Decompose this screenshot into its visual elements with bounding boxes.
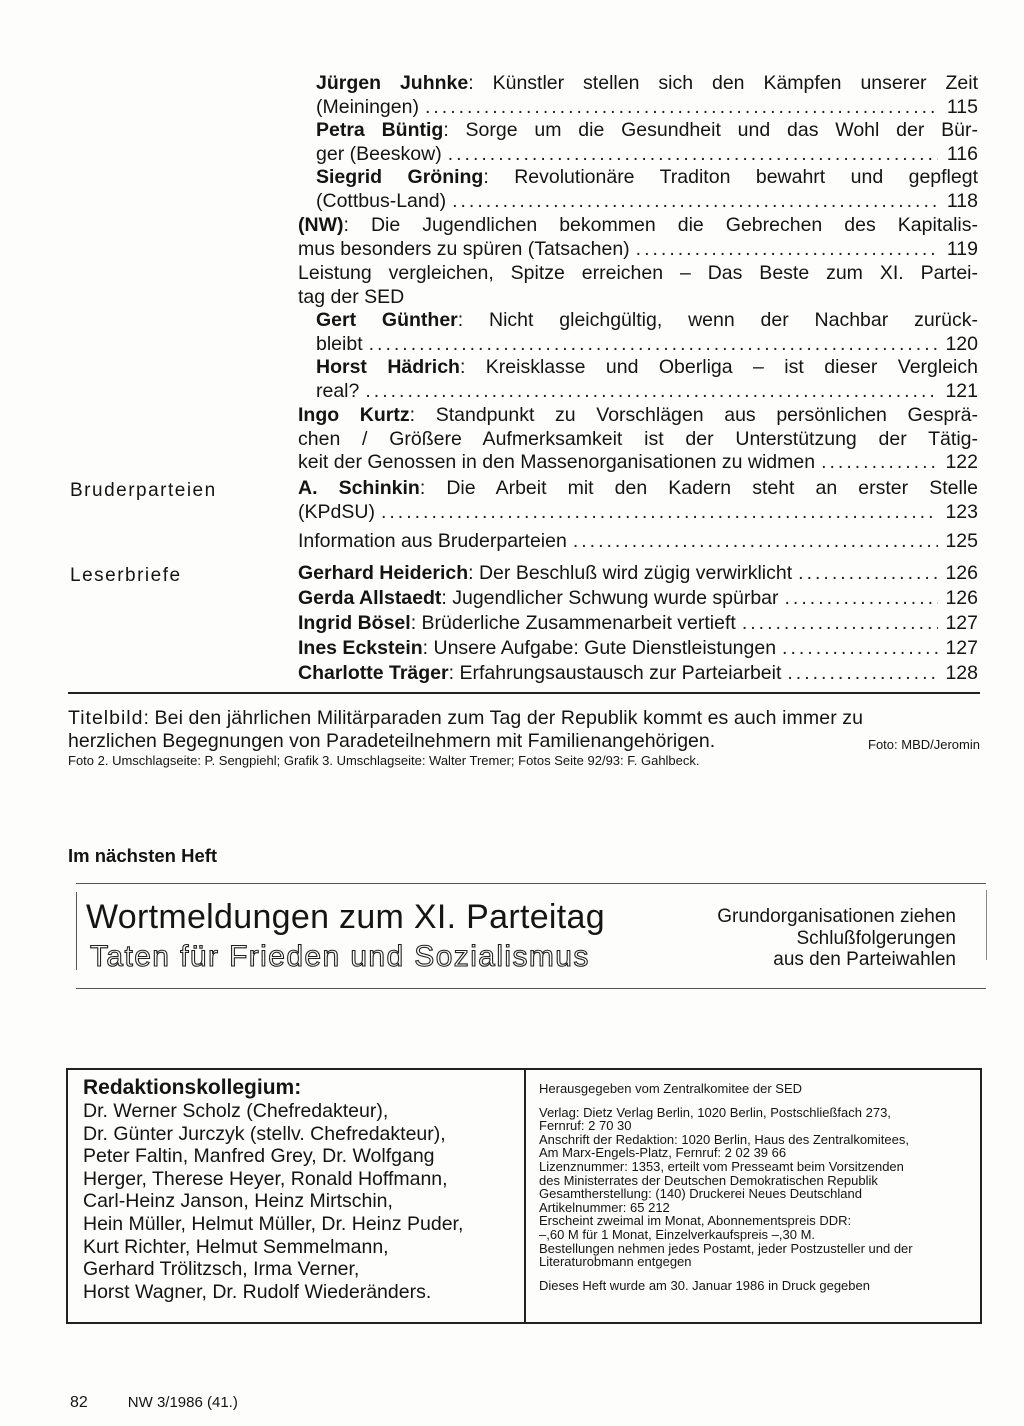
toc-author: Jürgen Juhnke bbox=[316, 72, 469, 94]
toc-title: : Revolutionäre Traditon bewahrt und gepflegt bbox=[483, 166, 978, 188]
toc-author: Ingo Kurtz bbox=[298, 404, 410, 426]
toc-entry bbox=[316, 309, 978, 356]
toc-page-number: 118 bbox=[946, 189, 978, 212]
toc-title: : Künstler stellen sich den Kämpfen unserer Zeit bbox=[468, 72, 978, 94]
next-issue-topic-line: Grundorganisationen ziehen bbox=[717, 906, 956, 927]
toc-page-number: 122 bbox=[945, 451, 978, 473]
photo-credit: Foto: MBD/Jeromin bbox=[868, 737, 980, 752]
toc-title: : Unsere Aufgabe: Gute Dienstleistungen bbox=[422, 637, 777, 659]
toc-page-number: 125 bbox=[945, 530, 978, 552]
toc-author: Gert Günther bbox=[316, 309, 458, 331]
publisher-line: Herausgegeben vom Zentralkomitee der SED bbox=[539, 1081, 803, 1096]
toc-title: : Die Arbeit mit den Kadern steht an erster Stelle bbox=[419, 477, 978, 499]
editorial-board-line: Gerhard Trölitzsch, Irma Verner, bbox=[83, 1258, 360, 1281]
toc-entry bbox=[316, 166, 978, 213]
toc-title-end: (Meiningen) bbox=[316, 95, 419, 118]
photo-credits-line: Foto 2. Umschlagseite: P. Sengpiehl; Grafik 3. Umschlagseite: Walter Tremer; Fotos Seite 92/93: F. Gahlbeck. bbox=[68, 753, 700, 768]
toc-title: Information aus Bruderparteien bbox=[298, 530, 567, 552]
toc-page-number: 126 bbox=[945, 562, 978, 584]
toc-author: Horst Hädrich bbox=[316, 356, 460, 378]
next-issue-topic-line: aus den Parteiwahlen bbox=[773, 949, 956, 970]
toc-entry bbox=[316, 119, 978, 166]
issue-label: NW 3/1986 (41.) bbox=[127, 1394, 238, 1411]
toc-title: : Sorge um die Gesundheit und das Wohl der Bür- bbox=[443, 119, 978, 141]
toc-author: Petra Büntig bbox=[316, 119, 444, 141]
cover-caption bbox=[68, 707, 980, 753]
toc-page-number: 121 bbox=[945, 379, 978, 402]
toc-title-end: (Cottbus-Land) bbox=[316, 189, 447, 212]
toc-leader-dots bbox=[821, 451, 938, 475]
toc-leader-dots bbox=[742, 612, 938, 636]
editorial-board-line: Dr. Werner Scholz (Chefredakteur), bbox=[83, 1100, 389, 1122]
publisher-info bbox=[539, 1082, 969, 1292]
banner-right-bar bbox=[986, 890, 987, 960]
toc-leader-dots bbox=[782, 637, 938, 661]
publisher-detail: Am Marx-Engels-Platz, Fernruf: 2 02 39 66 bbox=[539, 1145, 787, 1161]
toc-leader-dots bbox=[448, 143, 938, 167]
toc-author: A. Schinkin bbox=[298, 477, 420, 499]
toc-page-number: 126 bbox=[945, 587, 978, 609]
toc-title-end: ger (Beeskow) bbox=[316, 142, 442, 165]
publisher-detail: Bestellungen nehmen jedes Postamt, jeder Postzusteller und der bbox=[539, 1240, 913, 1256]
banner-left-bar bbox=[76, 892, 77, 970]
toc-author: Gerhard Heiderich bbox=[298, 562, 469, 584]
toc-title: : Standpunkt zu Vorschlägen aus persönlichen Gesprä- bbox=[409, 404, 978, 426]
toc-entry bbox=[298, 477, 978, 524]
toc-title-end: real? bbox=[316, 379, 360, 402]
toc-leader-dots bbox=[425, 96, 938, 120]
toc-entry bbox=[298, 662, 978, 686]
toc-entry bbox=[298, 612, 978, 636]
toc-title: : Erfahrungsaustausch zur Parteiarbeit bbox=[448, 662, 782, 684]
next-issue-topic-line: Schlußfolgerungen bbox=[796, 927, 956, 949]
publisher-detail: Fernruf: 2 70 30 bbox=[539, 1118, 632, 1134]
next-issue-subtitle: Taten für Frieden und Sozialismus bbox=[90, 940, 590, 973]
toc-author: Ingrid Bösel bbox=[298, 612, 411, 634]
toc-title: : Brüderliche Zusammenarbeit vertieft bbox=[410, 612, 736, 634]
next-issue-topic bbox=[717, 906, 956, 971]
publisher-detail: Literaturobmann entgegen bbox=[539, 1254, 692, 1270]
editorial-board-line: Hein Müller, Helmut Müller, Dr. Heinz Puder, bbox=[83, 1212, 464, 1235]
editorial-board-heading: Redaktionskollegium: bbox=[83, 1076, 302, 1099]
next-issue-title: Wortmeldungen zum XI. Parteitag bbox=[86, 898, 605, 936]
toc-author: Gerda Allstaedt bbox=[298, 587, 442, 609]
toc-page-number: 128 bbox=[945, 662, 978, 684]
toc-leader-dots bbox=[452, 190, 938, 214]
toc-entry bbox=[298, 530, 978, 554]
toc-entry bbox=[316, 356, 978, 403]
editorial-board-line: Carl-Heinz Janson, Heinz Mirtschin, bbox=[83, 1190, 393, 1213]
publisher-detail: Gesamtherstellung: (140) Druckerei Neues Deutschland bbox=[539, 1186, 862, 1202]
toc-entry bbox=[298, 562, 978, 586]
toc-page-number: 123 bbox=[945, 500, 978, 523]
print-date-line: Dieses Heft wurde am 30. Januar 1986 in Druck gegeben bbox=[539, 1277, 870, 1293]
toc-author: Charlotte Träger bbox=[298, 662, 449, 684]
page-number: 82 bbox=[70, 1394, 88, 1411]
toc-title: : Die Jugendlichen bekommen die Gebrechen des Kapitalis- bbox=[343, 214, 978, 236]
publisher-detail: Erscheint zweimal im Monat, Abonnementspreis DDR: bbox=[539, 1213, 852, 1229]
toc-leader-dots bbox=[573, 530, 938, 554]
next-issue-heading: Im nächsten Heft bbox=[68, 845, 218, 866]
imprint-divider bbox=[524, 1070, 526, 1322]
toc-group-heading bbox=[298, 262, 978, 309]
toc-title-end: mus besonders zu spüren (Tatsachen) bbox=[298, 237, 630, 260]
toc-leader-dots bbox=[636, 238, 938, 262]
editorial-board-line: Herger, Therese Heyer, Ronald Hoffmann, bbox=[83, 1167, 448, 1190]
horizontal-rule bbox=[68, 692, 980, 694]
caption-label: Titelbild bbox=[68, 707, 144, 729]
toc-entry bbox=[316, 72, 978, 119]
toc-page-number: 116 bbox=[946, 142, 978, 165]
toc-leader-dots bbox=[381, 501, 938, 525]
publisher-detail: Anschrift der Redaktion: 1020 Berlin, Haus des Zentralkomitees, bbox=[539, 1131, 909, 1147]
toc-author: (NW) bbox=[298, 214, 344, 236]
toc-title: : Nicht gleichgültig, wenn der Nachbar zurück- bbox=[457, 309, 978, 331]
toc-title: : Jugendlicher Schwung wurde spürbar bbox=[441, 587, 779, 609]
toc-title-end: bleibt bbox=[316, 332, 363, 355]
publisher-detail: Verlag: Dietz Verlag Berlin, 1020 Berlin, Postschließfach 273, bbox=[539, 1104, 891, 1120]
toc-title: : Kreisklasse und Oberliga – ist dieser Vergleich bbox=[459, 356, 978, 378]
editorial-board-line: Horst Wagner, Dr. Rudolf Wiederänders. bbox=[83, 1280, 432, 1303]
toc-leader-dots bbox=[798, 562, 938, 586]
toc-author: Siegrid Gröning bbox=[316, 166, 484, 188]
next-issue-banner bbox=[76, 883, 986, 989]
toc-entry bbox=[298, 214, 978, 261]
toc-title-end: keit der Genossen in den Massenorganisationen zu widmen bbox=[298, 451, 816, 473]
toc-entry bbox=[298, 404, 978, 475]
toc-title: : Der Beschluß wird zügig verwirklicht bbox=[468, 562, 793, 584]
toc-leader-dots bbox=[785, 587, 938, 611]
toc-entry bbox=[298, 637, 978, 661]
toc-author: Ines Eckstein bbox=[298, 637, 423, 659]
toc-page-number: 115 bbox=[946, 95, 978, 118]
toc-leader-dots bbox=[787, 662, 938, 686]
toc-heading-line: Leistung vergleichen, Spitze erreichen – Das Beste zum XI. Partei- bbox=[298, 262, 978, 284]
toc-leader-dots bbox=[365, 380, 938, 404]
publisher-detail: Artikelnummer: 65 212 bbox=[539, 1199, 670, 1215]
imprint-box bbox=[66, 1068, 982, 1324]
publisher-detail: –,60 M für 1 Monat, Einzelverkaufspreis –,30 M. bbox=[539, 1226, 816, 1242]
page-footer bbox=[70, 1394, 238, 1412]
toc-heading-line: tag der SED bbox=[298, 285, 405, 308]
caption-text: : Bei den jährlichen Militärparaden zum Tag der Republik kommt es auch immer zu bbox=[143, 707, 864, 729]
toc-entry bbox=[298, 587, 978, 611]
caption-text-line2: herzlichen Begegnungen von Paradeteilnehmern mit Familienangehörigen. bbox=[68, 730, 716, 752]
toc-page-number: 120 bbox=[945, 332, 978, 355]
toc-title-continued: chen / Größere Aufmerksamkeit ist der Unterstützung der Tätig- bbox=[298, 427, 978, 450]
editorial-board-line: Dr. Günter Jurczyk (stellv. Chefredakteur), bbox=[83, 1122, 446, 1145]
publisher-detail: des Ministerrates der Deutschen Demokratischen Republik bbox=[539, 1172, 878, 1188]
toc-page-number: 119 bbox=[946, 237, 978, 260]
toc-page-number: 127 bbox=[945, 612, 978, 634]
publisher-detail: Lizenznummer: 1353, erteilt vom Presseamt beim Vorsitzenden bbox=[539, 1158, 904, 1174]
editorial-board-line: Kurt Richter, Helmut Semmelmann, bbox=[83, 1235, 389, 1258]
editorial-board bbox=[83, 1076, 513, 1303]
section-label-leserbriefe: Leserbriefe bbox=[70, 565, 182, 586]
editorial-board-line: Peter Faltin, Manfred Grey, Dr. Wolfgang bbox=[83, 1145, 435, 1168]
section-label-bruderparteien: Bruderparteien bbox=[70, 480, 217, 501]
toc-page-number: 127 bbox=[945, 637, 978, 659]
toc-leader-dots bbox=[369, 333, 938, 357]
toc-title-end: (KPdSU) bbox=[298, 500, 375, 523]
